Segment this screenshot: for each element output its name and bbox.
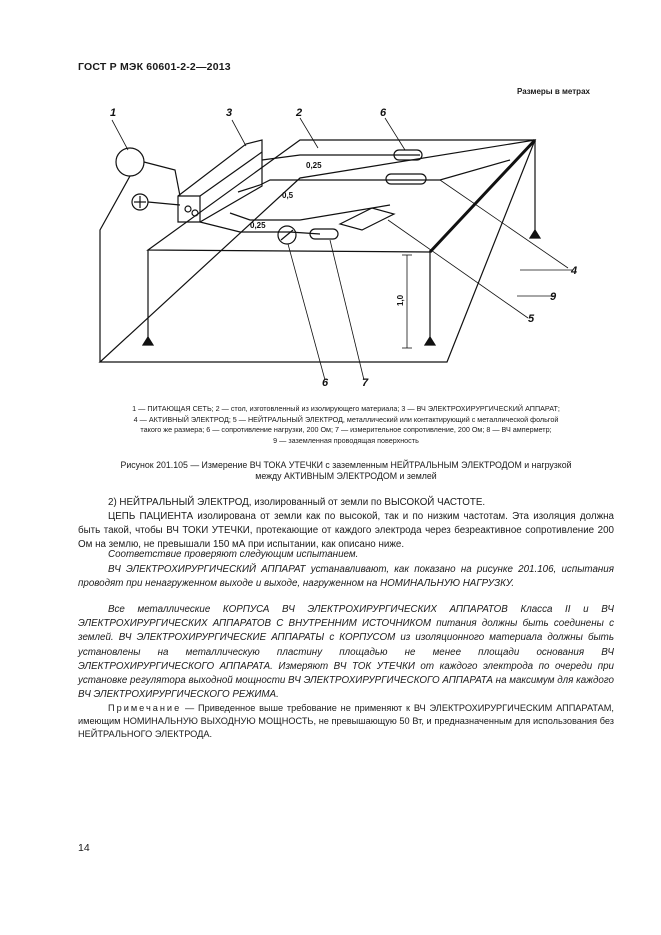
- callout-8: 6: [322, 377, 329, 389]
- paragraph-3: Соответствие проверяют следующим испытанием.: [108, 549, 359, 560]
- callout-3: 3: [226, 107, 233, 119]
- legend-line: такого же размера; 6 — сопротивление нагрузки, 200 Ом; 7 — измерительное сопротивление, 200 Ом; 8 — ВЧ амперметр;: [140, 425, 552, 434]
- paragraph-2: ЦЕПЬ ПАЦИЕНТА изолирована от земли как по высокой, так и по низким частотам. Эта изоляция должна быть такой, чтобы ВЧ ТОКИ УТЕЧКИ, протекающие от каждого электрода через безреактивное сопротивление 200 Ом на землю, не превышали 150 мА при испытании, как описано ниже.: [78, 511, 614, 551]
- figure-caption: [78, 460, 614, 482]
- test-setup-figure: [0, 0, 661, 400]
- note-label: Примечание: [108, 703, 182, 713]
- legend-line: 1 — ПИТАЮЩАЯ СЕТЬ; 2 — стол, изготовленный из изолирующего материала; 3 — ВЧ ЭЛЕКТРОХИРУРГИЧЕСКИЙ АППАРАТ;: [132, 404, 560, 413]
- paragraph-5: Все металлические КОРПУСА ВЧ ЭЛЕКТРОХИРУРГИЧЕСКИХ АППАРАТОВ Класса II и ВЧ ЭЛЕКТРОХИРУРГИЧЕСКИХ АППАРАТОВ С ВНУТРЕННИМ ИСТОЧНИКОМ питания должны быть соединены с землей. ВЧ ЭЛЕКТРОХИРУРГИЧЕСКИЕ АППАРАТЫ с КОРПУСОМ из изоляционного материала должны быть установлены на металлическую пластину площадью не менее площади основания ВЧ ЭЛЕКТРОХИРУРГИЧЕСКОГО АППАРАТА. Измеряют ВЧ ТОК УТЕЧКИ от каждого электрода по очереди при установке регулятора выходной мощности ВЧ ЭЛЕКТРОХИРУРГИЧЕСКОГО АППАРАТА на максимум для каждого ВЧ ЭЛЕКТРОХИРУРГИЧЕСКОГО РЕЖИМА.: [78, 604, 614, 701]
- dim-0-5: 0,5: [282, 191, 294, 200]
- note: [78, 702, 614, 741]
- dim-0-25-top: 0,25: [306, 161, 322, 170]
- dim-1-0: 1,0: [396, 294, 405, 306]
- mains-supply: [116, 148, 144, 176]
- page-number: 14: [78, 842, 90, 854]
- neutral-electrode: [340, 208, 394, 230]
- callout-7: 7: [362, 377, 369, 389]
- caption-line: между АКТИВНЫМ ЭЛЕКТРОДОМ и землей: [255, 471, 437, 481]
- callout-1: 1: [110, 107, 117, 119]
- note-text: — Приведенное выше требование не применяют к ВЧ ЭЛЕКТРОХИРУРГИЧЕСКИМ АППАРАТАМ, имеющим НОМИНАЛЬНУЮ ВЫХОДНУЮ МОЩНОСТЬ, не превышающую 50 Вт, и предназначенным для использования без НЕЙТРАЛЬНОГО ЭЛЕКТРОДА.: [78, 703, 614, 739]
- table-top: [148, 140, 535, 252]
- legend-line: 4 — АКТИВНЫЙ ЭЛЕКТРОД; 5 — НЕЙТРАЛЬНЫЙ ЭЛЕКТРОД, металлический или контактирующий с металлической фольгой: [133, 414, 559, 424]
- caption-line: Рисунок 201.105 — Измерение ВЧ ТОКА УТЕЧКИ с заземленным НЕЙТРАЛЬНЫМ ЭЛЕКТРОДОМ и нагрузкой: [120, 460, 572, 470]
- paragraph-1: 2) НЕЙТРАЛЬНЫЙ ЭЛЕКТРОД, изолированный от земли по ВЫСОКОЙ ЧАСТОТЕ.: [108, 497, 486, 508]
- dim-0-25-bottom: 0,25: [250, 221, 266, 230]
- callout-6-top: 6: [380, 107, 387, 119]
- legend-line: 9 — заземленная проводящая поверхность: [273, 435, 419, 445]
- callout-2: 2: [296, 107, 303, 119]
- figure-legend: [82, 404, 610, 446]
- callout-5: 5: [528, 313, 535, 325]
- document-header: ГОСТ Р МЭК 60601-2-2—2013: [78, 61, 231, 73]
- callout-4: 4: [571, 265, 578, 277]
- dimensions-note: Размеры в метрах: [517, 87, 590, 96]
- paragraph-4: ВЧ ЭЛЕКТРОХИРУРГИЧЕСКИЙ АППАРАТ устанавливают, как показано на рисунке 201.106, испытания проводят при ненагруженном выходе и выходе, нагруженном на НОМИНАЛЬНУЮ НАГРУЗКУ.: [78, 564, 614, 590]
- callout-9: 9: [550, 291, 557, 303]
